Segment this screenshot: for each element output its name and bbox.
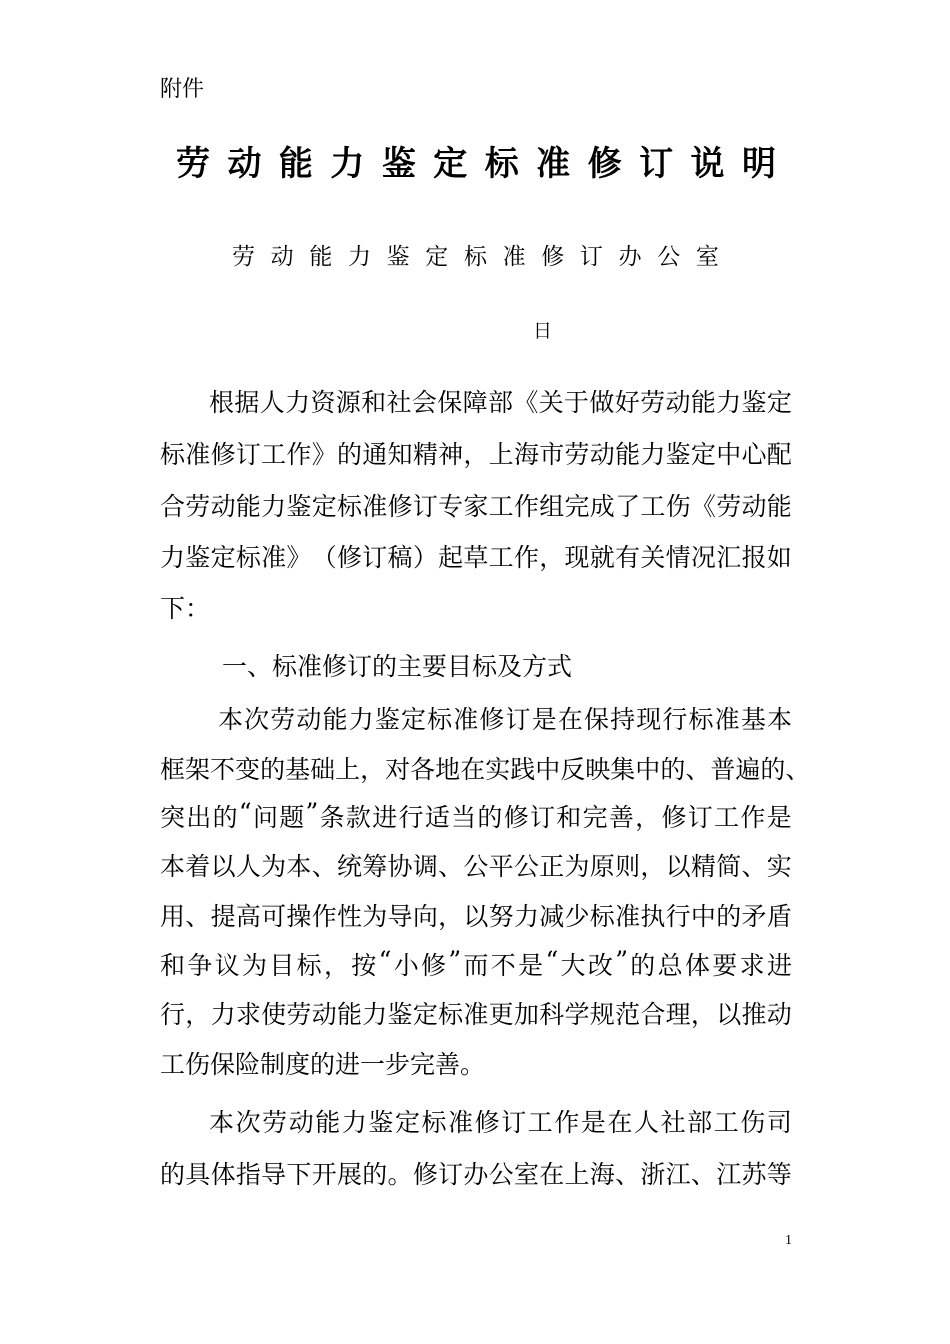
page-number: 1 (785, 1233, 792, 1248)
paragraph-2-line: 和 争 议 为 目 标 ， 按 “ 小 修 ” 而 不 是 “ 大 改 ” 的 总 体 要 求 进 (160, 946, 792, 980)
issuing-office: 劳 动 能 力 鉴 定 标 准 修 订 办 公 室 (232, 244, 719, 270)
document-title: 劳 动 能 力 鉴 定 标 准 修 订 说 明 (176, 144, 776, 184)
paragraph-2-line: 突 出 的 “ 问 题 ” 条 款 进 行 适 当 的 修 订 和 完 善 ， 修 订 工 作 是 (160, 798, 792, 832)
paragraph-2-line: 本 次 劳 动 能 力 鉴 定 标 准 修 订 是 在 保 持 现 行 标 准 基 本 (218, 705, 792, 734)
section-heading: 一、标准修订的主要目标及方式 (222, 652, 573, 681)
attachment-label: 附件 (160, 77, 205, 102)
paragraph-1-line: 根 据 人 力 资 源 和 社 会 保 障 部 《 关 于 做 好 劳 动 能 力 鉴 定 (209, 388, 792, 417)
paragraph-1-line: 合 劳 动 能 力 鉴 定 标 准 修 订 专 家 工 作 组 完 成 了 工 伤 《 劳 动 能 (160, 492, 792, 521)
paragraph-2-line: 行 ， 力 求 使 劳 动 能 力 鉴 定 标 准 更 加 科 学 规 范 合 理 ， 以 推 动 (160, 1000, 792, 1029)
date-line: 日 (533, 320, 553, 342)
paragraph-2-line: 本 着 以 人 为 本 、 统 筹 协 调 、 公 平 公 正 为 原 则 ， 以 精 简 、 实 (160, 852, 792, 881)
paragraph-3-line: 的 具 体 指 导 下 开 展 的 。 修 订 办 公 室 在 上 海 、 浙 江 、 江 苏 等 (160, 1160, 792, 1189)
paragraph-1-line: 标 准 修 订 工 作 》 的 通 知 精 神 ， 上 海 市 劳 动 能 力 鉴 定 中 心 配 (160, 440, 792, 469)
paragraph-1-line: 下： (160, 594, 211, 623)
paragraph-2-line: 用 、 提 高 可 操 作 性 为 导 向 ， 以 努 力 减 少 标 准 执 行 中 的 矛 盾 (160, 902, 792, 931)
paragraph-2-line: 工伤保险制度的进一步完善。 (160, 1050, 486, 1079)
paragraph-2-line: 框 架 不 变 的 基 础 上 ， 对 各 地 在 实 践 中 反 映 集 中 的 、 普 遍 的 、 (160, 755, 811, 784)
paragraph-3-line: 本 次 劳 动 能 力 鉴 定 标 准 修 订 工 作 是 在 人 社 部 工 伤 司 (209, 1108, 792, 1137)
paragraph-1-line: 力 鉴 定 标 准 》 （ 修 订 稿 ） 起 草 工 作 ， 现 就 有 关 情 况 汇 报 如 (160, 543, 792, 572)
